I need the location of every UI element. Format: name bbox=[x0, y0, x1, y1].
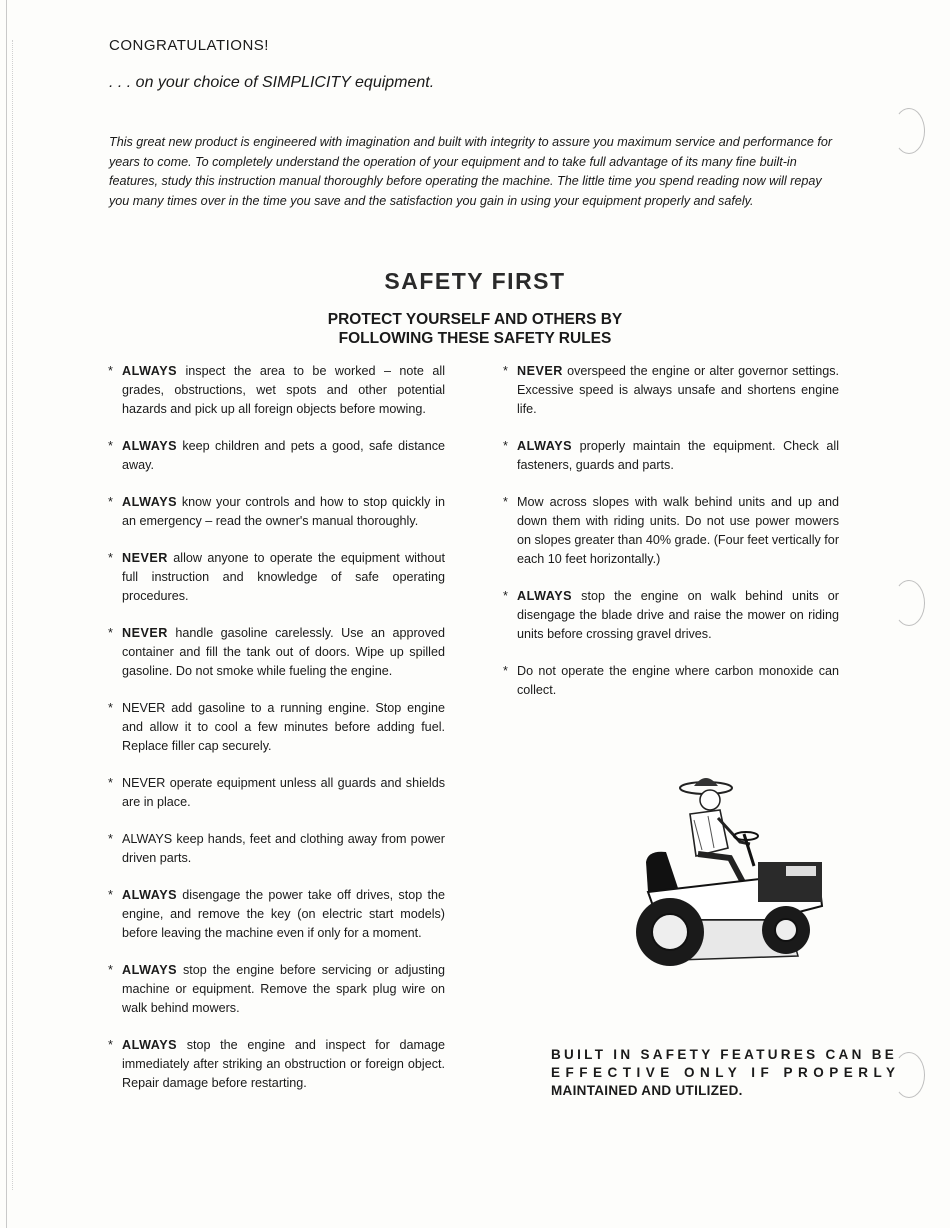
rule-text: stop the engine and inspect for damage immediately after striking an obstruction or foreign object. Repair damage before restarting. bbox=[122, 1038, 445, 1090]
safety-rule bbox=[108, 1036, 445, 1093]
rule-keyword: ALWAYS bbox=[517, 439, 573, 453]
subtitle-line-2: FOLLOWING THESE SAFETY RULES bbox=[338, 330, 612, 347]
rule-keyword: NEVER bbox=[122, 626, 168, 640]
safety-rule bbox=[108, 699, 445, 756]
safety-rule bbox=[503, 587, 839, 644]
safety-rule bbox=[503, 437, 839, 475]
rider-torso bbox=[690, 810, 728, 856]
rule-text: overspeed the engine or alter governor settings. Excessive speed is always unsafe and shortens engine life. bbox=[517, 364, 839, 416]
hat-crown bbox=[694, 778, 718, 786]
page-edge-rule bbox=[6, 0, 7, 1228]
built-line-1: BUILT IN SAFETY FEATURES CAN BE bbox=[551, 1047, 898, 1062]
rule-keyword: ALWAYS bbox=[517, 589, 573, 603]
rule-keyword: ALWAYS bbox=[122, 888, 178, 902]
built-line-3: MAINTAINED AND UTILIZED. bbox=[551, 1083, 743, 1098]
safety-rule bbox=[108, 774, 445, 812]
asterisk-bullet: * bbox=[503, 589, 508, 603]
page-edge-dotted-rule bbox=[12, 40, 14, 1190]
rule-text: properly maintain the equipment. Check all fasteners, guards and parts. bbox=[517, 439, 839, 472]
rule-text: allow anyone to operate the equipment without full instruction and knowledge of safe operating procedures. bbox=[122, 551, 445, 603]
rule-text: disengage the power take off drives, stop the engine, and remove the key (on electric start models) before leaving the machine even if only for a moment. bbox=[122, 888, 445, 940]
rule-text: ALWAYS keep hands, feet and clothing away from power driven parts. bbox=[122, 832, 445, 865]
mower-seat bbox=[646, 852, 678, 892]
rule-text: handle gasoline carelessly. Use an approved container and fill the tank out of doors. Wipe up spilled gasoline. Do not smoke while fueling the engine. bbox=[122, 626, 445, 678]
safety-subtitle bbox=[0, 310, 950, 348]
rule-keyword: ALWAYS bbox=[122, 439, 178, 453]
rule-keyword: NEVER bbox=[517, 364, 563, 378]
built-line-2: EFFECTIVE ONLY IF PROPERLY bbox=[551, 1065, 901, 1080]
choice-tagline: . . . on your choice of SIMPLICITY equipment. bbox=[109, 74, 435, 91]
rider-head bbox=[700, 790, 720, 810]
safety-rule bbox=[503, 493, 839, 569]
asterisk-bullet: * bbox=[503, 664, 508, 678]
safety-rule bbox=[108, 886, 445, 943]
rule-keyword: ALWAYS bbox=[122, 963, 178, 977]
safety-rules-left-column bbox=[108, 362, 445, 1111]
safety-rule bbox=[503, 662, 839, 700]
safety-rule bbox=[503, 362, 839, 419]
safety-rule bbox=[108, 549, 445, 606]
riding-mower-illustration bbox=[618, 770, 828, 970]
rule-text: stop the engine on walk behind units or disengage the blade drive and raise the mower on riding units before crossing gravel drives. bbox=[517, 589, 839, 641]
built-in-safety-note bbox=[551, 1046, 901, 1100]
rule-keyword: ALWAYS bbox=[122, 364, 178, 378]
safety-rule bbox=[108, 362, 445, 419]
rule-text: keep children and pets a good, safe distance away. bbox=[122, 439, 445, 472]
asterisk-bullet: * bbox=[108, 832, 113, 846]
asterisk-bullet: * bbox=[503, 495, 508, 509]
asterisk-bullet: * bbox=[108, 364, 113, 378]
safety-first-title: SAFETY FIRST bbox=[384, 268, 566, 294]
asterisk-bullet: * bbox=[503, 439, 508, 453]
asterisk-bullet: * bbox=[108, 439, 113, 453]
congratulations-heading: CONGRATULATIONS! bbox=[109, 37, 269, 54]
subtitle-line-1: PROTECT YOURSELF AND OTHERS BY bbox=[327, 311, 623, 328]
rule-text: NEVER operate equipment unless all guards and shields are in place. bbox=[122, 776, 445, 809]
front-wheel-hub bbox=[775, 919, 797, 941]
rule-text: know your controls and how to stop quickly in an emergency – read the owner's manual thoroughly. bbox=[122, 495, 445, 528]
rear-wheel-hub bbox=[652, 914, 688, 950]
hood-badge bbox=[786, 866, 816, 876]
rule-text: stop the engine before servicing or adjusting machine or equipment. Remove the spark plug wire on walk behind mowers. bbox=[122, 963, 445, 1015]
asterisk-bullet: * bbox=[108, 888, 113, 902]
intro-paragraph: This great new product is engineered with imagination and built with integrity to assure you maximum service and performance for years to come. To completely understand the operation of your equipment and to take full advantage of its many fine built-in features, study this instruction manual thoroughly before operating the machine. The little time you spend reading now will repay you many times over in the time you save and the satisfaction you gain in using your equipment properly and safely. bbox=[109, 135, 833, 208]
asterisk-bullet: * bbox=[108, 551, 113, 565]
asterisk-bullet: * bbox=[108, 1038, 113, 1052]
rule-keyword: ALWAYS bbox=[122, 1038, 178, 1052]
rule-keyword: NEVER bbox=[122, 551, 168, 565]
asterisk-bullet: * bbox=[503, 364, 508, 378]
safety-rule bbox=[108, 830, 445, 868]
rule-text: Do not operate the engine where carbon monoxide can collect. bbox=[517, 664, 839, 697]
safety-rule bbox=[108, 961, 445, 1018]
safety-rule bbox=[108, 624, 445, 681]
safety-rule bbox=[108, 493, 445, 531]
hole-punch-mark bbox=[893, 580, 925, 626]
rule-text: inspect the area to be worked – note all grades, obstructions, wet spots and other potential hazards and pick up all foreign objects before mowing. bbox=[122, 364, 445, 416]
hole-punch-mark bbox=[893, 108, 925, 154]
rule-text: NEVER add gasoline to a running engine. Stop engine and allow it to cool a few minutes before adding fuel. Replace filler cap securely. bbox=[122, 701, 445, 753]
asterisk-bullet: * bbox=[108, 776, 113, 790]
asterisk-bullet: * bbox=[108, 495, 113, 509]
asterisk-bullet: * bbox=[108, 701, 113, 715]
rule-keyword: ALWAYS bbox=[122, 495, 178, 509]
safety-rules-right-column bbox=[503, 362, 839, 718]
rule-text: Mow across slopes with walk behind units and up and down them with riding units. Do not use power mowers on slopes greater than 40% grade. (Four feet vertically for each 10 feet horizontally.) bbox=[517, 495, 840, 566]
safety-rule bbox=[108, 437, 445, 475]
asterisk-bullet: * bbox=[108, 963, 113, 977]
asterisk-bullet: * bbox=[108, 626, 113, 640]
